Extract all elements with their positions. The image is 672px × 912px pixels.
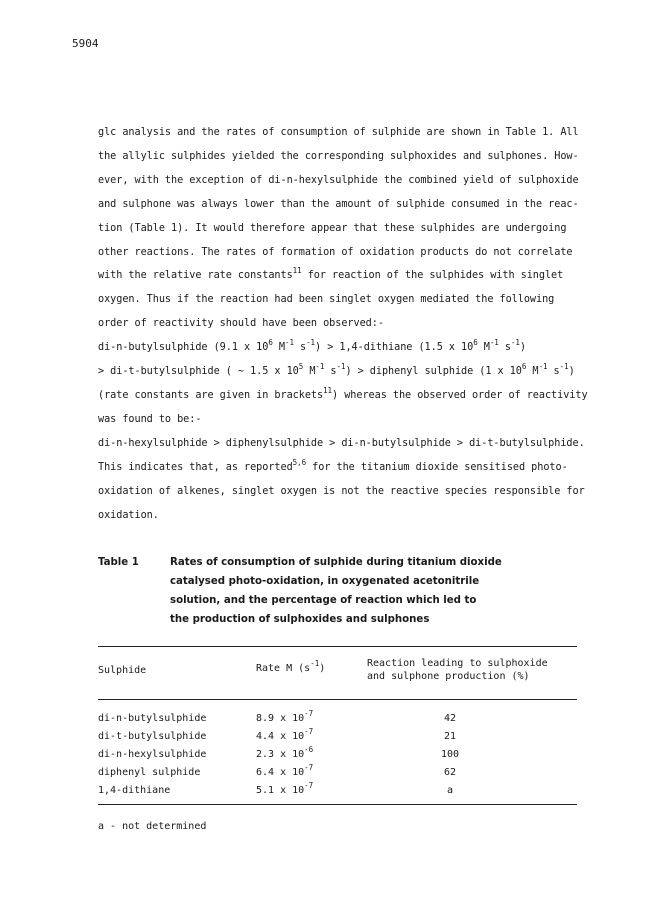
citation-superscript: 11 [323, 386, 333, 395]
text-span: M [477, 342, 490, 353]
text-line: oxygen. Thus if the reaction had been singlet oxygen mediated the following [98, 294, 555, 305]
text-span: ) whereas the observed order of reactivity [332, 390, 588, 401]
rate-exponent: -7 [304, 727, 314, 736]
caption-line: the production of sulphoxides and sulphones [170, 614, 430, 625]
percent-cell: a [446, 785, 454, 796]
table-top-rule [98, 646, 577, 647]
text-span: ) [519, 342, 526, 353]
column-header-reaction-line2: and sulphone production (%) [367, 671, 530, 682]
sulphide-cell: di-t-butylsulphide [98, 731, 207, 742]
rate-exponent: -7 [304, 781, 314, 790]
page-number: 5904 [72, 37, 99, 50]
superscript: -1 [284, 338, 294, 347]
rate-cell [256, 763, 314, 778]
text-span: This indicates that, as reported [98, 462, 293, 473]
superscript: -1 [306, 338, 316, 347]
text-line: di-n-hexylsulphide > diphenylsulphide > di-n-butylsulphide > di-t-butylsulphide. [98, 438, 585, 449]
text-line: order of reactivity should have been observed:- [98, 318, 384, 329]
column-header-rate [256, 659, 326, 674]
superscript: -1 [310, 659, 320, 668]
text-span: for the titanium dioxide sensitised photo- [306, 462, 568, 473]
superscript: -1 [538, 362, 548, 371]
table-label: Table 1 [98, 557, 139, 568]
rate-cell [256, 745, 314, 760]
citation-superscript: 11 [292, 266, 302, 275]
reactivity-order-line [98, 338, 582, 353]
superscript: 6 [521, 362, 527, 371]
text-span: for reaction of the sulphides with singlet [301, 270, 564, 281]
text-span: ) [568, 366, 575, 377]
text-span: M [303, 366, 316, 377]
text-span: with the relative rate constants [98, 270, 293, 281]
citation-superscript: 5,6 [292, 458, 307, 467]
rate-exponent: -6 [304, 745, 314, 754]
table-footnote: a - not determined [98, 821, 207, 832]
caption-line: catalysed photo-oxidation, in oxygenated acetonitrile [170, 576, 480, 587]
text-span: ) > 1,4-dithiane (1.5 x 10 [315, 342, 474, 353]
rate-cell [256, 781, 314, 796]
reactivity-order-line [98, 362, 582, 377]
text-line: oxidation of alkenes, singlet oxygen is not the reactive species responsible for [98, 486, 585, 497]
percent-cell: 42 [443, 713, 457, 724]
text-line: other reactions. The rates of formation of oxidation products do not correlate [98, 247, 573, 258]
superscript: 5 [298, 362, 304, 371]
text-line: was found to be:- [98, 414, 202, 425]
rate-exponent: -7 [304, 709, 314, 718]
table-bottom-rule [98, 804, 577, 805]
percent-cell: 21 [443, 731, 457, 742]
superscript: -1 [315, 362, 325, 371]
text-span: s [293, 342, 307, 353]
text-span: ) > diphenyl sulphide (1 x 10 [345, 366, 522, 377]
text-line: glc analysis and the rates of consumption of sulphide are shown in Table 1. All [98, 127, 579, 138]
percent-cell: 100 [440, 749, 460, 760]
rate-cell [256, 709, 314, 724]
caption-line: solution, and the percentage of reaction which led to [170, 595, 477, 606]
sulphide-cell: 1,4-dithiane [98, 785, 171, 796]
text-span: > di-t-butylsulphide ( ~ 1.5 x 10 [98, 366, 299, 377]
superscript: 6 [268, 338, 273, 347]
text-line: oxidation. [98, 510, 159, 521]
rate-cell [256, 727, 314, 742]
header-text: Rate M (s [256, 663, 311, 674]
rate-exponent: -7 [304, 763, 314, 772]
sulphide-cell: di-n-hexylsulphide [98, 749, 207, 760]
caption-line: Rates of consumption of sulphide during titanium dioxide [170, 557, 502, 568]
column-header-sulphide: Sulphide [98, 665, 147, 676]
text-span: s [498, 342, 511, 353]
text-line [98, 386, 588, 401]
rate-base: 6.4 x 10 [256, 767, 305, 778]
superscript: -1 [336, 362, 346, 371]
header-text: ) [319, 663, 326, 674]
text-line: the allylic sulphides yielded the corresponding sulphoxides and sulphones. How- [98, 151, 579, 162]
text-span: s [547, 366, 560, 377]
text-span: (rate constants are given in brackets [98, 390, 324, 401]
text-line [98, 458, 582, 473]
superscript: -1 [510, 338, 520, 347]
text-line: ever, with the exception of di-n-hexylsulphide the combined yield of sulphoxide [98, 175, 579, 186]
text-line [98, 266, 582, 281]
rate-base: 4.4 x 10 [256, 731, 305, 742]
text-line: tion (Table 1). It would therefore appear that these sulphides are undergoing [98, 223, 567, 234]
column-header-reaction: Reaction leading to sulphoxide [367, 658, 548, 669]
superscript: -1 [559, 362, 569, 371]
text-span: s [324, 366, 337, 377]
rate-base: 5.1 x 10 [256, 785, 305, 796]
percent-cell: 62 [443, 767, 457, 778]
sulphide-cell: di-n-butylsulphide [98, 713, 207, 724]
superscript: 6 [473, 338, 478, 347]
text-span: M [526, 366, 539, 377]
rate-base: 8.9 x 10 [256, 713, 305, 724]
rate-base: 2.3 x 10 [256, 749, 305, 760]
superscript: -1 [489, 338, 499, 347]
table-header-rule [98, 699, 577, 700]
text-span: di-n-butylsulphide (9.1 x 10 [98, 342, 269, 353]
text-span: M [272, 342, 285, 353]
sulphide-cell: diphenyl sulphide [98, 767, 201, 778]
text-line: and sulphone was always lower than the amount of sulphide consumed in the reac- [98, 199, 579, 210]
